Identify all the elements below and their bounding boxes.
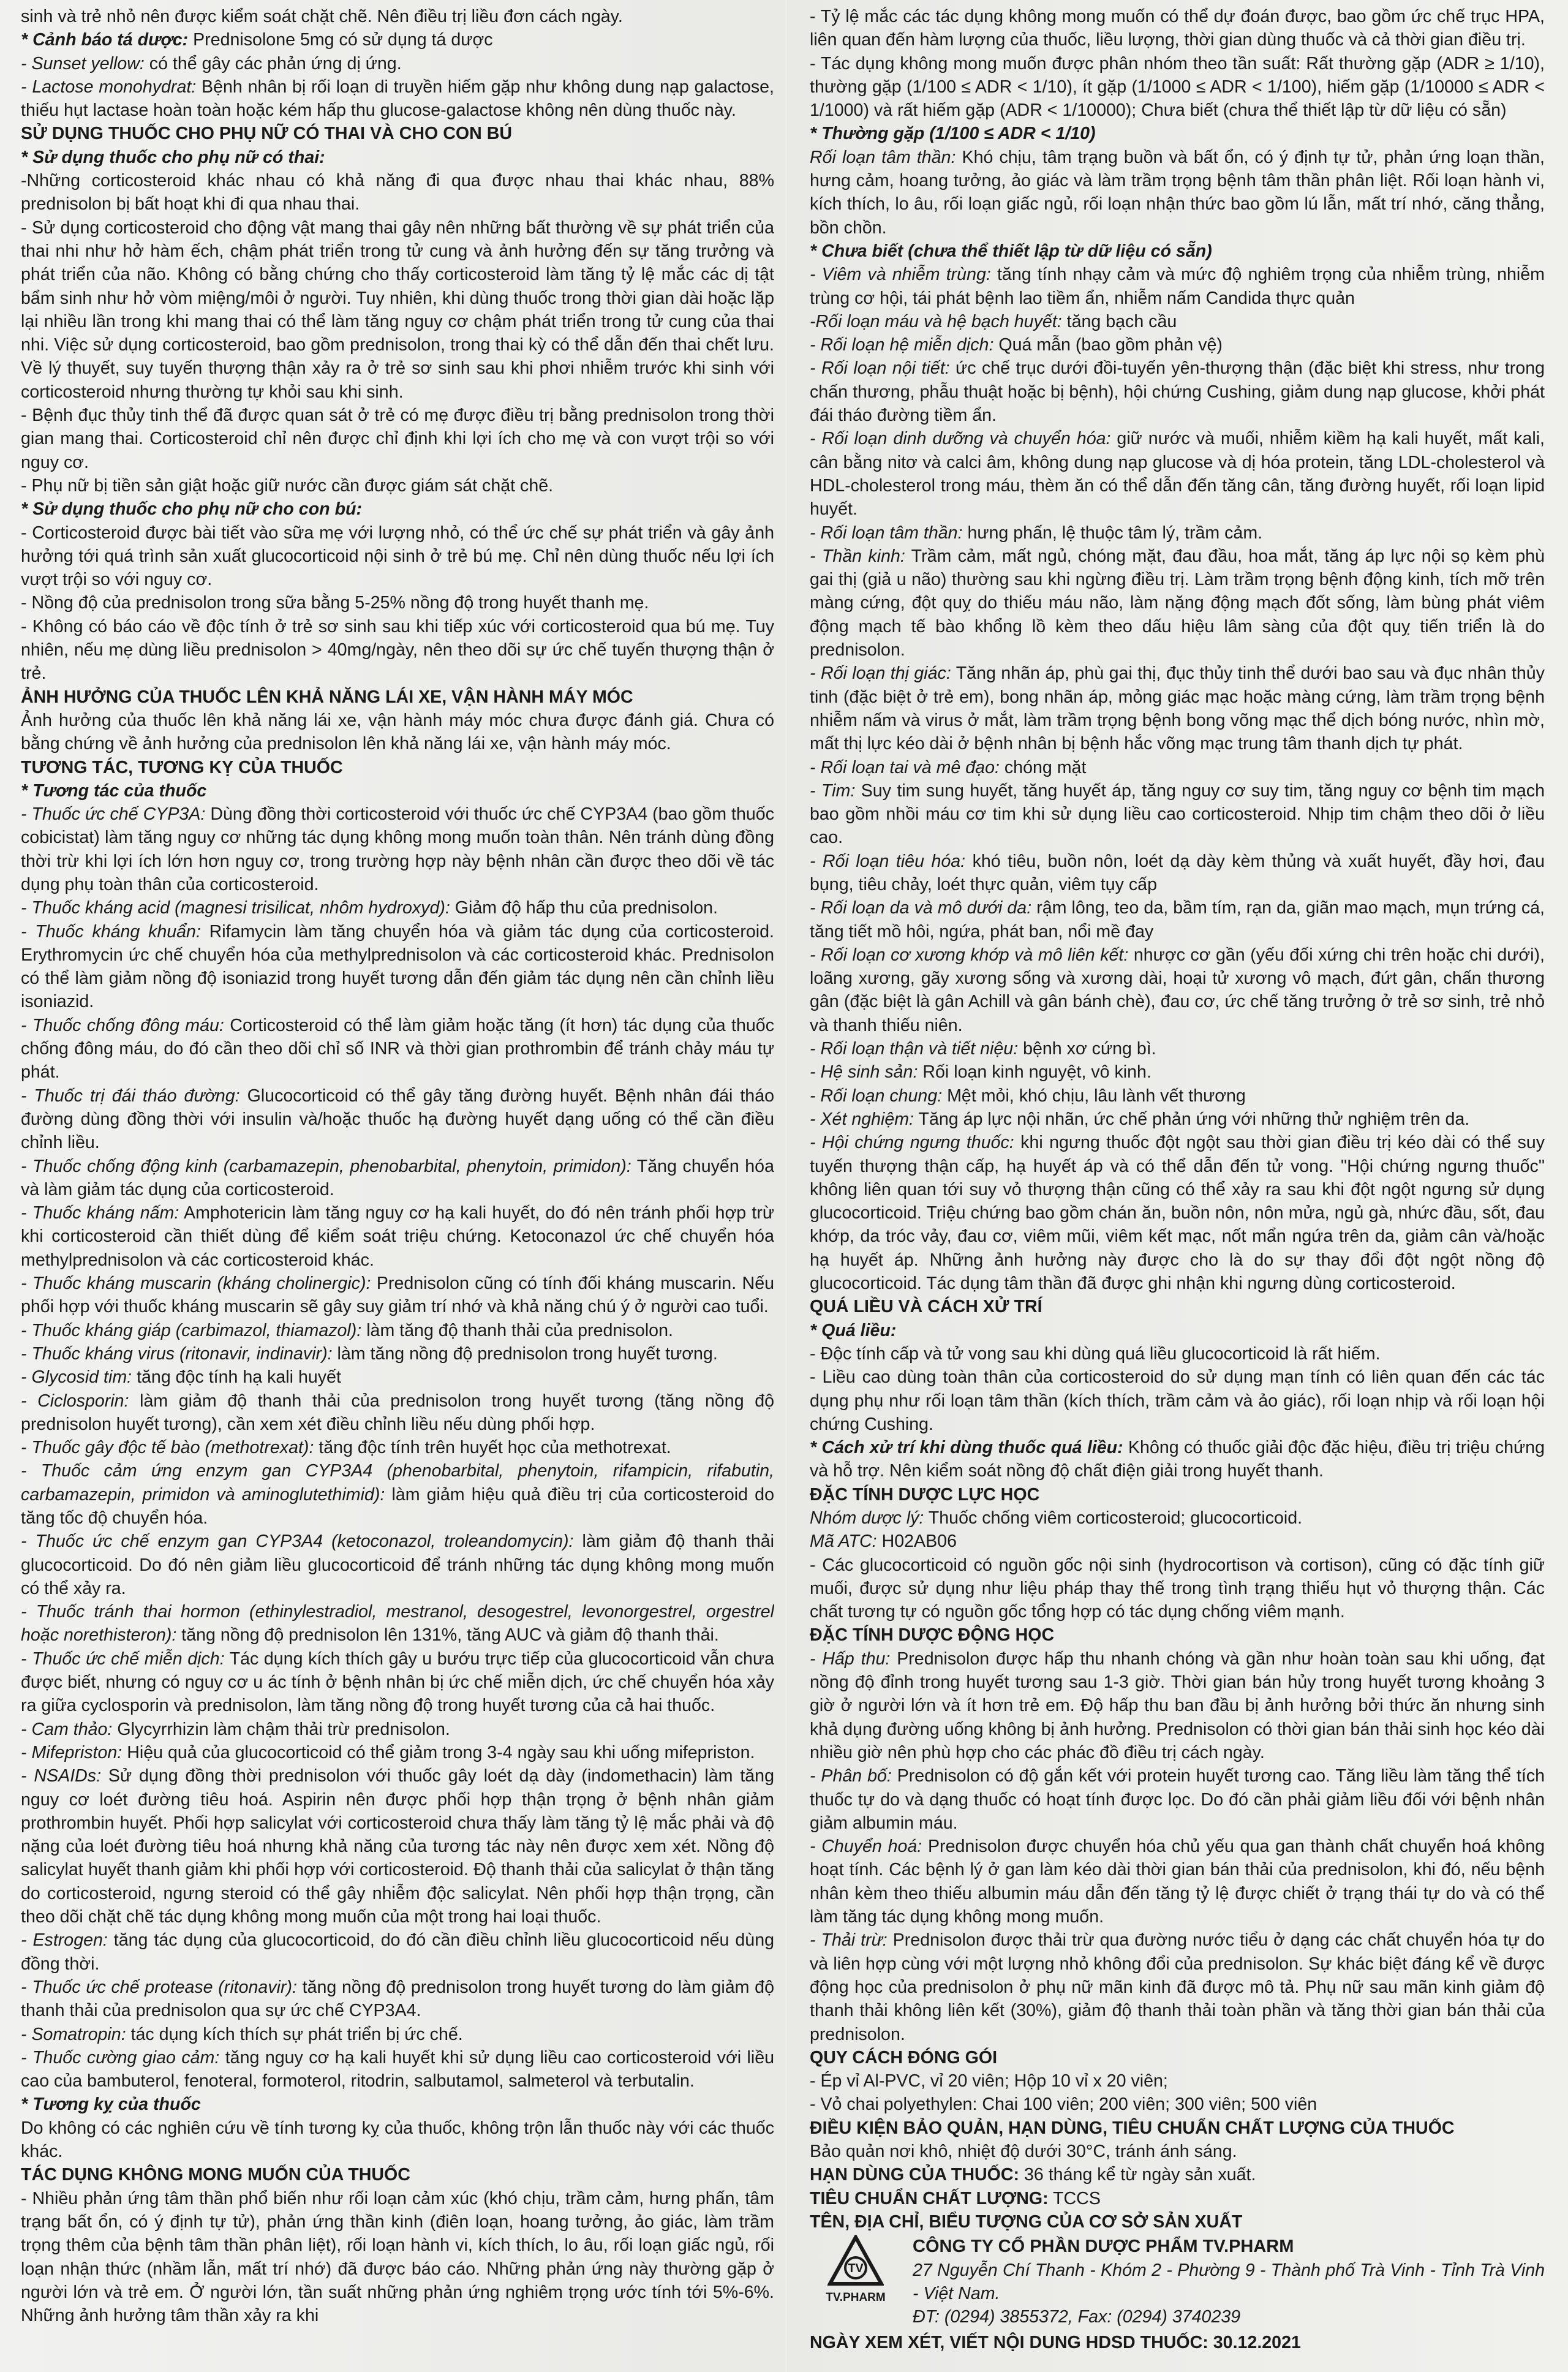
paragraph-text: chóng mặt: [999, 757, 1087, 777]
paragraph-text: tăng nồng độ prednisolon lên 131%, tăng AUC và giảm độ thanh thải.: [176, 1625, 719, 1645]
paragraph: - Liều cao dùng toàn thân của corticosteroid do sử dụng mạn tính có liên quan đến các tác dụng phụ như rối loạn tâm thần (kích thích, trầm cảm và ảo giác), rối loạn nhịp và rối loạn hội chứng Cushing.: [810, 1367, 1545, 1434]
paragraph-text: Prednisolon có độ gắn kết với protein huyết tương cao. Tăng liều làm tăng thể tích thuốc tự do và dạng thuốc có hoạt tính được lọc. Do đó cần phải giảm liều đối với bệnh nhân giảm albumin máu.: [810, 1766, 1545, 1833]
subsection-heading: * Sử dụng thuốc cho phụ nữ có thai:: [21, 147, 325, 167]
labeled-paragraph: [21, 1764, 774, 1928]
paragraph-text: tác dụng kích thích sự phát triển bị ức chế.: [126, 2024, 463, 2044]
paragraph-text: Prednisolone 5mg có sử dụng tá dược: [188, 30, 493, 50]
logo-label: TV.PHARM: [826, 2291, 886, 2305]
section-heading: TƯƠNG TÁC, TƯƠNG KỴ CỦA THUỐC: [21, 757, 343, 777]
section-heading: QUY CÁCH ĐÓNG GÓI: [810, 2047, 998, 2068]
paragraph-label: - Thần kinh:: [810, 546, 905, 566]
paragraph-text: 36 tháng kể từ ngày sản xuất.: [1019, 2165, 1256, 2185]
labeled-paragraph: [810, 545, 1545, 662]
paragraph-text: Dùng đồng thời corticosteroid với thuốc ức chế CYP3A4 (bao gồm thuốc cobicistat) làm tăng nguy cơ những tác dụng không mong muốn toàn thân. Nên tránh dùng đồng thời trừ khi lợi ích lớn hơn nguy cơ, trong trường hợp này bệnh nhân cần được theo dõi về tác dụng phụ toàn thân của corticosteroid.: [21, 804, 774, 894]
labeled-paragraph: [21, 75, 774, 123]
paragraph-text: ức chế trục dưới đồi-tuyến yên-thượng thận (đặc biệt khi stress, như trong chấn thương, phẫu thuật hoặc bị bệnh), hội chứng Cushing, giảm dung nạp glucose, khởi phát đái tháo đường tiềm ẩn.: [810, 358, 1545, 426]
paragraph-label: - NSAIDs:: [21, 1766, 102, 1786]
paragraph-text: tăng độc tính trên huyết học của methotrexat.: [314, 1438, 671, 1458]
labeled-paragraph: [21, 1530, 774, 1600]
paragraph-label: - Viêm và nhiễm trùng:: [810, 265, 991, 285]
paragraph-label: - Thuốc ức chế CYP3A:: [21, 804, 206, 825]
labeled-paragraph: [810, 1530, 1545, 1553]
paragraph-text: làm tăng độ thanh thải của prednisolon.: [361, 1320, 673, 1340]
labeled-paragraph: [810, 896, 1545, 943]
paragraph: Bảo quản nơi khô, nhiệt độ dưới 30°C, tránh ánh sáng.: [810, 2142, 1237, 2162]
right-column: [810, 5, 1545, 2363]
labeled-paragraph: [810, 427, 1545, 521]
paragraph-label: - Thuốc trị đái tháo đường:: [21, 1086, 240, 1106]
subsection-heading: * Thường gặp (1/100 ≤ ADR < 1/10): [810, 124, 1096, 144]
paragraph-label: - Thuốc ức chế protease (ritonavir):: [21, 1977, 297, 1997]
labeled-paragraph: [810, 850, 1545, 897]
labeled-paragraph: [21, 803, 774, 896]
labeled-paragraph: [810, 521, 1545, 545]
paragraph-label: - Somatropin:: [21, 2024, 126, 2044]
paragraph-text: Glucocorticoid có thể gây tăng đường huyết. Bệnh nhân đái tháo đường dùng đồng thời với insulin và/hoặc thuốc hạ đường huyết dạng uống có thể cần điều chỉnh liều.: [21, 1086, 774, 1153]
paragraph: sinh và trẻ nhỏ nên được kiểm soát chặt chẽ. Nên điều trị liều đơn cách ngày.: [21, 7, 623, 26]
paragraph-text: Tăng chuyển hóa và làm giảm tác dụng của corticosteroid.: [21, 1156, 774, 1199]
labeled-paragraph: [21, 1272, 774, 1319]
paragraph-text: làm giảm hiệu quả điều trị của corticosteroid do tăng tốc độ chuyển hóa.: [21, 1484, 774, 1528]
paragraph-label: - Rối loạn dinh dưỡng và chuyển hóa:: [810, 429, 1111, 449]
labeled-paragraph: [810, 779, 1545, 850]
paragraph-label: Nhóm dược lý:: [810, 1508, 924, 1528]
paragraph-label: Rối loạn tâm thần:: [810, 147, 956, 167]
subsection-heading: * Chưa biết (chưa thể thiết lập từ dữ liệu có sẵn): [810, 241, 1212, 261]
section-heading: ẢNH HƯỞNG CỦA THUỐC LÊN KHẢ NĂNG LÁI XE, VẬN HÀNH MÁY MÓC: [21, 687, 633, 707]
labeled-paragraph: [810, 1108, 1545, 1131]
manufacturer-block: [810, 2235, 1545, 2329]
subsection-heading: * Sử dụng thuốc cho phụ nữ cho con bú:: [21, 499, 363, 519]
labeled-paragraph: [810, 263, 1545, 310]
labeled-paragraph: [810, 1436, 1545, 1483]
paragraph-label: -Rối loạn máu và hệ bạch huyết:: [810, 311, 1062, 331]
labeled-paragraph: [21, 1436, 774, 1459]
labeled-paragraph: [810, 756, 1545, 779]
section-heading: ĐẶC TÍNH DƯỢC LỰC HỌC: [810, 1484, 1040, 1505]
paragraph-label: HẠN DÙNG CỦA THUỐC:: [810, 2165, 1020, 2185]
labeled-paragraph: [21, 1155, 774, 1202]
paragraph-text: Sử dụng đồng thời prednisolon với thuốc gây loét dạ dày (indomethacin) làm tăng nguy cơ loét đường tiêu hoá. Aspirin nên được phối hợp thận trọng ở bệnh nhân giảm prothrombin huyết. Phối hợp salicylat với corticosteroid chưa thấy làm tăng tỷ lệ mắc phải và độ nặng của loét đường tiêu hoá nhưng khả năng của tương tác này nên được xem xét. Nồng độ salicylat huyết thanh giảm khi phối hợp với corticosteroid. Độ thanh thải của salicylat ở thận tăng do corticosteroid, ngưng steroid có thể gây nhiễm độc salicylat. Nên phối hợp thận trọng, cần theo dõi chặt chẽ tác dụng không mong muốn của một trong hai loại thuốc.: [21, 1766, 774, 1927]
paragraph-text: Prednisolon được thải trừ qua đường nước tiểu ở dạng các chất chuyển hóa tự do và liên hợp cùng với một lượng nhỏ không đổi của prednisolon. Sự khác biệt đáng kể về được động học của prednisolon ở phụ nữ mãn kinh đã được mô tả. Phụ nữ sau mãn kinh giảm độ thanh thải không liên kết (30%), giảm độ thanh thải toàn phần và tăng thời gian bán thải của prednisolon.: [810, 1930, 1545, 2044]
labeled-paragraph: [810, 1647, 1545, 1764]
paragraph-text: làm giảm độ thanh thải glucocorticoid. Do đó nên giảm liều glucocorticoid để tránh những tác dụng không mong muốn có thể xảy ra.: [21, 1532, 774, 1598]
labeled-paragraph: [21, 1319, 774, 1342]
labeled-paragraph: [21, 28, 774, 51]
paragraph-text: Rifamycin làm tăng chuyển hóa và giảm tác dụng của corticosteroid. Erythromycin ức chế chuyển hóa của methylprednisolon và các corticosteroid khác. Prednisolon có thể làm giảm nồng độ isoniazid trong huyết tương dẫn đến giảm tác dụng nên cần chỉnh liều isoniazid.: [21, 921, 774, 1012]
paragraph-text: Rối loạn kinh nguyệt, vô kinh.: [918, 1062, 1152, 1082]
paragraph-label: - Xét nghiệm:: [810, 1109, 914, 1129]
paragraph-text: tăng nồng độ prednisolon trong huyết tương do làm giảm độ thanh thải của prednisolon qua sự ức chế CYP3A4.: [21, 1977, 774, 2021]
paragraph-text: Hiệu quả của glucocorticoid có thể giảm trong 3-4 ngày sau khi uống mifepriston.: [122, 1742, 755, 1762]
paragraph-label: Mã ATC:: [810, 1532, 877, 1552]
paragraph: Do không có các nghiên cứu về tính tương kỵ của thuốc, không trộn lẫn thuốc này với các thuốc khác.: [21, 2118, 774, 2162]
labeled-paragraph: [21, 896, 774, 920]
labeled-paragraph: [810, 2187, 1545, 2210]
paragraph-text: Corticosteroid có thể làm giảm hoặc tăng (ít hơn) tác dụng của thuốc chống đông máu, do đó cần theo dõi chỉ số INR và thời gian prothrombin để tránh chảy máu tự phát.: [21, 1015, 774, 1082]
paragraph-text: Amphotericin làm tăng nguy cơ hạ kali huyết, do đó nên tránh phối hợp trừ khi corticosteroid cần thiết dùng để kiểm soát triệu chứng. Ketoconazol ức chế chuyển hóa methylprednisolon và các corticosteroid khác.: [21, 1203, 774, 1270]
paragraph-text: Trầm cảm, mất ngủ, chóng mặt, đau đầu, hoa mắt, tăng áp lực nội sọ kèm phù gai thị (giả u não) thường sau khi ngừng điều trị. Làm trầm trọng bệnh động kinh, tích mỡ trên màng cứng, đột quỵ do thiếu máu não, làm nặng động mạch đốt sống, làm bùng phát viêm động mạch tế bào khổng lồ kèm theo dấu hiệu lâm sàng của đột quỵ tiến triển là do prednisolon.: [810, 546, 1545, 660]
subsection-heading: * Quá liều:: [810, 1320, 897, 1340]
paragraph: - Nhiều phản ứng tâm thần phổ biến như rối loạn cảm xúc (khó chịu, trầm cảm, hưng phấn, tâm trạng bất ổn, có ý định tự tử), phản ứng thần kinh (điên loạn, hoang tưởng, ảo giác, làm trầm trọng thêm của bệnh tâm thần phân liệt), rối loạn hành vi, kích thích, lo âu, rối loạn giấc ngủ, rối loạn nhận thức (nhầm lẫn, mất trí nhớ) đã được báo cáo. Những phản ứng này thường gặp ở người lớn và trẻ em. Ở người lớn, tần suất những phản ứng nghiêm trọng ước tính tới 5%-6%. Những ảnh hưởng tâm thần xảy ra khi: [21, 2188, 774, 2326]
paragraph-label: - Thuốc chống đông máu:: [21, 1015, 224, 1035]
paragraph-text: giữ nước và muối, nhiễm kiềm hạ kali huyết, mất kali, cân bằng nitơ và calci âm, không dung nạp glucose và dị hóa protein, tăng LDL-cholesterol và HDL-cholesterol trong máu, thèm ăn có thể dẫn đến tăng cân, tăng đường huyết, rối loạn lipid huyết.: [810, 429, 1545, 519]
paragraph-text: TCCS: [1048, 2188, 1101, 2208]
labeled-paragraph: [21, 1201, 774, 1272]
labeled-paragraph: [21, 1600, 774, 1647]
paragraph-text: Prednisolon được chuyển hóa chủ yếu qua gan thành chất chuyển hoá không hoạt tính. Các bệnh lý ở gan làm kéo dài thời gian bán thải của prednisolon, khi đó, nếu bệnh nhân kèm theo thiếu albumin máu dẫn đến tăng tỷ lệ được chiết ở trạng thái tự do và có thể làm tăng tác dụng không mong muốn.: [810, 1837, 1545, 1927]
paragraph: - Tác dụng không mong muốn được phân nhóm theo tần suất: Rất thường gặp (ADR ≥ 1/10), thường gặp (1/100 ≤ ADR < 1/10), ít gặp (1/1000 ≤ ADR < 1/100), hiếm gặp (1/10000 ≤ ADR < 1/1000) và rất hiếm gặp (ADR < 1/10000); Chưa biết (chưa thể thiết lập từ dữ liệu có sẵn): [810, 53, 1545, 121]
paragraph-text: Giảm độ hấp thu của prednisolon.: [450, 898, 718, 918]
paragraph-label: * Cảnh báo tá dược:: [21, 30, 189, 50]
tvpharm-logo-icon: [827, 2235, 884, 2286]
labeled-paragraph: [21, 1459, 774, 1530]
paragraph-label: - Thuốc cảm ứng enzym gan CYP3A4 (phenobarbital, phenytoin, rifampicin, rifabutin, carbamazepin, primidon và aminoglutethimid):: [21, 1461, 774, 1505]
paragraph-text: Bệnh nhân bị rối loạn di truyền hiếm gặp như không dung nạp galactose, thiếu hụt lactase hoàn toàn hoặc kém hấp thu glucose-galactose không nên dùng thuốc này.: [21, 77, 774, 121]
paragraph: - Vỏ chai polyethylen: Chai 100 viên; 200 viên; 300 viên; 500 viên: [810, 2094, 1317, 2115]
labeled-paragraph: [810, 1764, 1545, 1835]
section-heading: ĐẶC TÍNH DƯỢC ĐỘNG HỌC: [810, 1625, 1055, 1645]
labeled-paragraph: [21, 2046, 774, 2093]
paragraph-text: khi ngưng thuốc đột ngột sau thời gian điều trị kéo dài có thể suy tuyến thượng thận cấp, hạ huyết áp và có thể dẫn đến tử vong. "Hội chứng ngưng thuốc" không liên quan tới suy vỏ thượng thận cũng có thể xảy ra sau khi đột ngột ngưng sử dụng glucocorticoid. Triệu chứng bao gồm chán ăn, buồn nôn, nôn mửa, ngủ gà, nhức đầu, sốt, đau khớp, da tróc vảy, đau cơ, viêm mũi, viêm kết mạc, nốt mẩn ngứa trên da, giảm cân và/hoặc hạ huyết áp. Những ảnh hưởng này được cho là do sự thay đổi đột ngột nồng độ glucocorticoid. Tác dụng tâm thần đã được ghi nhận khi ngưng dùng corticosteroid.: [810, 1133, 1545, 1294]
paragraph-label: - Estrogen:: [21, 1930, 108, 1951]
paragraph-label: - Chuyển hoá:: [810, 1837, 922, 1857]
labeled-paragraph: [810, 1131, 1545, 1295]
labeled-paragraph: [810, 943, 1545, 1037]
labeled-paragraph: [810, 1060, 1545, 1084]
left-column: [21, 5, 774, 2363]
paragraph-label: - Rối loạn chung:: [810, 1086, 943, 1106]
subsection-heading: * Tương tác của thuốc: [21, 780, 207, 801]
paragraph-text: Thuốc chống viêm corticosteroid; glucocorticoid.: [924, 1508, 1303, 1528]
paragraph-text: H02AB06: [876, 1532, 957, 1552]
paragraph: - Corticosteroid được bài tiết vào sữa mẹ với lượng nhỏ, có thể ức chế sự phát triển và gây ảnh hưởng tới quá trình sản xuất glucocorticoid nội sinh ở trẻ bú mẹ. Chỉ nên dùng thuốc nếu lợi ích vượt trội so với nguy cơ.: [21, 523, 774, 590]
paragraph-label: - Thuốc kháng khuẩn:: [21, 921, 201, 942]
section-heading: TÊN, ĐỊA CHỈ, BIỂU TƯỢNG CỦA CƠ SỞ SẢN XUẤT: [810, 2211, 1243, 2232]
subsection-heading: * Tương kỵ của thuốc: [21, 2094, 201, 2115]
company-logo: [810, 2235, 902, 2310]
labeled-paragraph: [810, 333, 1545, 357]
paragraph-label: - Hấp thu:: [810, 1649, 891, 1669]
paragraph-label: - Thuốc kháng giáp (carbimazol, thiamazol):: [21, 1320, 362, 1340]
paragraph-label: - Rối loạn thận và tiết niệu:: [810, 1039, 1019, 1059]
paragraph-text: Tăng nhãn áp, phù gai thị, đục thủy tinh thể dưới bao sau và đục nhân thủy tinh (đặc biệt ở trẻ em), bong nhãn áp, mỏng giác mạc hoặc màng cứng, làm trầm trọng bệnh nhiễm nấm và virus ở mắt, làm trầm trọng bệnh bong võng mạc thể dịch bóng nước, nhìn mờ, mất thị lực kéo dài ở bệnh nhân bị bệnh hắc võng mạc trung tâm thanh dịch tự phát.: [810, 663, 1545, 754]
paragraph-text: Tác dụng kích thích gây u bướu trực tiếp của glucocorticoid vẫn chưa được biết, nhưng có nguy cơ u ác tính ở bệnh nhân bị ức chế miễn dịch, ức chế chuyển hóa xảy ra giữa cyclosporin và prednisolon, làm tăng nồng độ trong huyết tương của cả hai thuốc.: [21, 1649, 774, 1716]
paragraph-label: - Rối loạn cơ xương khớp và mô liên kết:: [810, 945, 1129, 965]
paragraph-label: - Rối loạn tâm thần:: [810, 523, 963, 543]
paragraph-text: nhược cơ gần (yếu đối xứng chi trên hoặc chi dưới), loãng xương, gãy xương sống và xương dài, hoại tử xương vô mạch, đứt gân, chấn thương gân (đặc biệt là gân Achill và gân bánh chè), đau cơ, ức chế tăng trưởng ở trẻ sơ sinh, trẻ nhỏ và thanh thiếu niên.: [810, 945, 1545, 1035]
labeled-paragraph: [21, 1342, 774, 1365]
paragraph-label: - Thuốc cường giao cảm:: [21, 2047, 220, 2068]
paragraph: Ảnh hưởng của thuốc lên khả năng lái xe, vận hành máy móc chưa được đánh giá. Chưa có bằng chứng về ảnh hưởng của prednisolon lên khả năng lái xe, vận hành máy móc.: [21, 710, 774, 754]
company-contact: ĐT: (0294) 3855372, Fax: (0294) 3740239: [913, 2307, 1241, 2327]
labeled-paragraph: [810, 1835, 1545, 1928]
paragraph-label: - Thuốc kháng nấm:: [21, 1203, 179, 1223]
paragraph: - Ép vỉ Al-PVC, vỉ 20 viên; Hộp 10 vỉ x 20 viên;: [810, 2071, 1168, 2091]
labeled-paragraph: [810, 1037, 1545, 1060]
paragraph-text: Prednisolon được hấp thu nhanh chóng và gần như hoàn toàn sau khi uống, đạt nồng độ đỉnh trong huyết tương sau 1-3 giờ. Thời gian bán hủy trong huyết tương khoảng 3 giờ ở người lớn và ít hơn trẻ em. Độ hấp thu ban đầu bị ảnh hưởng bởi thức ăn nhưng sinh khả dụng đường uống không bị ảnh hưởng. Prednisolon có thời gian bán thải sinh học kéo dài nhiều giờ nên phù hợp cho các phác đồ điều trị cách ngày.: [810, 1649, 1545, 1762]
paragraph-label: * Cách xử trí khi dùng thuốc quá liều:: [810, 1438, 1123, 1458]
paragraph: - Độc tính cấp và tử vong sau khi dùng quá liều glucocorticoid là rất hiếm.: [810, 1343, 1381, 1364]
paragraph-text: khó tiêu, buồn nôn, loét dạ dày kèm thủng và xuất huyết, đầy hơi, đau bụng, tiêu chảy, loét thực quản, viêm tụy cấp: [810, 851, 1545, 894]
paragraph-text: rậm lông, teo da, bầm tím, rạn da, giãn mao mạch, mụn trứng cá, tăng tiết mồ hôi, ngứa, phát ban, nổi mề đay: [810, 898, 1545, 942]
labeled-paragraph: [21, 920, 774, 1014]
labeled-paragraph: [21, 1014, 774, 1084]
section-heading: QUÁ LIỀU VÀ CÁCH XỬ TRÍ: [810, 1297, 1042, 1317]
paragraph-label: - Thải trừ:: [810, 1930, 888, 1951]
labeled-paragraph: [810, 357, 1545, 427]
labeled-paragraph: [810, 1506, 1545, 1530]
paragraph-label: - Hội chứng ngưng thuốc:: [810, 1133, 1014, 1153]
labeled-paragraph: [810, 2163, 1545, 2186]
paragraph-text: bệnh xơ cứng bì.: [1018, 1039, 1156, 1059]
labeled-paragraph: [21, 1647, 774, 1718]
paragraph-label: - Thuốc kháng acid (magnesi trisilicat, nhôm hydroxyd):: [21, 898, 450, 918]
paragraph-text: tăng tính nhạy cảm và mức độ nghiêm trọng của nhiễm trùng, nhiễm trùng cơ hội, tái phát bệnh lao tiềm ẩn, nhiễm nấm Candida thực quản: [810, 265, 1545, 308]
paragraph-label: - Thuốc ức chế enzym gan CYP3A4 (ketoconazol, troleandomycin):: [21, 1532, 574, 1552]
paragraph-label: - Rối loạn tai và mê đạo:: [810, 757, 1000, 777]
section-heading: SỬ DỤNG THUỐC CHO PHỤ NỮ CÓ THAI VÀ CHO CON BÚ: [21, 124, 513, 144]
paragraph-label: - Tim:: [810, 780, 856, 801]
paragraph-label: - Rối loạn da và mô dưới da:: [810, 898, 1032, 918]
labeled-paragraph: [21, 1389, 774, 1437]
paragraph-label: - Ciclosporin:: [21, 1391, 129, 1411]
paragraph-text: Tăng áp lực nội nhãn, ức chế phản ứng với những thử nghiệm trên da.: [914, 1109, 1470, 1129]
paragraph-label: - Thuốc chống động kinh (carbamazepin, phenobarbital, phenytoin, primidon):: [21, 1156, 631, 1176]
paragraph-text: Prednisolon cũng có tính đối kháng muscarin. Nếu phối hợp với thuốc kháng muscarin sẽ gây suy giảm trí nhớ và khả năng chú ý ở người cao tuổi.: [21, 1274, 774, 1317]
paragraph: - Không có báo cáo về độc tính ở trẻ sơ sinh sau khi tiếp xúc với corticosteroid qua bú mẹ. Tuy nhiên, nếu mẹ dùng liều prednisolon > 40mg/ngày, nên theo dõi sự ức chế tuyến thượng thận ở trẻ.: [21, 616, 774, 684]
paragraph: - Sử dụng corticosteroid cho động vật mang thai gây nên những bất thường về sự phát triển của thai nhi như hở hàm ếch, chậm phát triển trong tử cung và ảnh hưởng đến sự tăng trưởng và phát triển của não. Không có bằng chứng cho thấy corticosteroid làm tăng tỷ lệ mắc các dị tật bẩm sinh như hở vòm miệng/môi ở người. Tuy nhiên, khi dùng thuốc trong thời gian dài hoặc lặp lại nhiều lần trong khi mang thai có thể làm tăng nguy cơ chậm phát triển trong tử cung của thai nhi. Việc sử dụng corticosteroid, bao gồm prednisolon, trong thai kỳ có thể dẫn đến thai chết lưu. Về lý thuyết, suy tuyến thượng thận xảy ra ở trẻ sơ sinh sau khi phơi nhiễm trước khi sinh với corticosteroid nhưng thường tự khỏi sau khi sinh.: [21, 217, 774, 402]
paragraph-label: - Glycosid tim:: [21, 1367, 132, 1388]
paragraph: - Phụ nữ bị tiền sản giật hoặc giữ nước cần được giám sát chặt chẽ.: [21, 475, 554, 496]
paragraph-text: Quá mẫn (bao gồm phản vệ): [993, 335, 1223, 355]
labeled-paragraph: [21, 2023, 774, 2046]
paragraph-label: - Mifepriston:: [21, 1742, 123, 1762]
right-column-body: [810, 5, 1545, 2234]
paragraph-text: tăng độc tính hạ kali huyết: [132, 1367, 341, 1388]
paragraph-label: - Rối loạn thị giác:: [810, 663, 951, 684]
company-name: CÔNG TY CỔ PHẦN DƯỢC PHẨM TV.PHARM: [913, 2237, 1294, 2257]
labeled-paragraph: [21, 1928, 774, 1976]
paragraph-label: TIÊU CHUẨN CHẤT LƯỢNG:: [810, 2188, 1049, 2208]
paragraph-text: Mệt mỏi, khó chịu, lâu lành vết thương: [942, 1086, 1246, 1106]
paragraph-text: tăng tác dụng của glucocorticoid, do đó cần điều chỉnh liều glucocorticoid nếu dùng đồng thời.: [21, 1930, 774, 1974]
company-address: 27 Nguyễn Chí Thanh - Khóm 2 - Phường 9 - Thành phố Trà Vinh - Tỉnh Trà Vinh - Việt Nam.: [913, 2260, 1545, 2303]
paragraph-text: Glycyrrhizin làm chậm thải trừ prednisolon.: [112, 1719, 450, 1739]
labeled-paragraph: [810, 662, 1545, 755]
paragraph: - Bệnh đục thủy tinh thể đã được quan sát ở trẻ có mẹ được điều trị bằng prednisolon trong thời gian mang thai. Corticosteroid chỉ nên được chỉ định khi lợi ích cho mẹ và con vượt trội so với nguy cơ.: [21, 406, 774, 472]
paragraph-label: - Rối loạn nội tiết:: [810, 358, 950, 379]
labeled-paragraph: [810, 1928, 1545, 2045]
paragraph-label: - Thuốc tránh thai hormon (ethinylestradiol, mestranol, desogestrel, levonorgestrel, orgestrel hoặc norethisteron):: [21, 1602, 774, 1645]
section-heading: TÁC DỤNG KHÔNG MONG MUỐN CỦA THUỐC: [21, 2165, 410, 2185]
section-heading: ĐIỀU KIỆN BẢO QUẢN, HẠN DÙNG, TIÊU CHUẨN CHẤT LƯỢNG CỦA THUỐC: [810, 2118, 1455, 2138]
manufacturer-info: [913, 2235, 1545, 2329]
paragraph-label: - Rối loạn hệ miễn dịch:: [810, 335, 994, 355]
paragraph-text: Suy tim sung huyết, tăng huyết áp, tăng nguy cơ suy tim, tăng nguy cơ bệnh tim mạch bao gồm nhồi máu cơ tim khi sử dụng liều cao corticosteroid. Nhịp tim chậm theo dõi ở liều cao.: [810, 780, 1545, 848]
paper-fold: [786, 0, 788, 2372]
labeled-paragraph: [21, 1976, 774, 2023]
paragraph-label: - Thuốc ức chế miễn dịch:: [21, 1649, 225, 1669]
logo-mark: TV: [848, 2262, 864, 2276]
paragraph-text: hưng phấn, lệ thuộc tâm lý, trầm cảm.: [962, 523, 1263, 543]
paragraph-label: - Rối loạn tiêu hóa:: [810, 851, 966, 871]
paragraph-label: - Sunset yellow:: [21, 53, 145, 74]
paragraph-text: làm giảm độ thanh thải của prednisolon trong huyết tương (tăng nồng độ prednisolon huyết tương), cần xem xét điều chỉnh liều nếu dùng phối hợp.: [21, 1391, 774, 1434]
labeled-paragraph: [810, 146, 1545, 240]
labeled-paragraph: [810, 310, 1545, 333]
paragraph-label: - Lactose monohydrat:: [21, 77, 197, 97]
paragraph-text: tăng nguy cơ hạ kali huyết khi sử dụng liều cao corticosteroid với liều cao của bambuterol, fenoteral, formoterol, ritodrin, salbutamol, salmeterol và terbutalin.: [21, 2047, 774, 2091]
paragraph: -Những corticosteroid khác nhau có khả năng đi qua được nhau thai khác nhau, 88% prednisolon bị bất hoạt khi đi qua nhau thai.: [21, 171, 774, 214]
review-date: NGÀY XEM XÉT, VIẾT NỘI DUNG HDSD THUỐC: 30.12.2021: [810, 2333, 1301, 2353]
labeled-paragraph: [21, 1365, 774, 1389]
paragraph-text: tăng bạch cầu: [1061, 311, 1177, 331]
paragraph: - Tỷ lệ mắc các tác dụng không mong muốn có thể dự đoán được, bao gồm ức chế trục HPA, liên quan đến hàm lượng của thuốc, liều lượng, thời gian dùng thuốc và cả thời gian điều trị.: [810, 7, 1545, 50]
labeled-paragraph: [810, 1084, 1545, 1108]
paragraph-label: - Thuốc gây độc tế bào (methotrexat):: [21, 1438, 314, 1458]
paragraph-label: - Cam thảo:: [21, 1719, 113, 1739]
paragraph-text: Không có thuốc giải độc đặc hiệu, điều trị triệu chứng và hỗ trợ. Nên kiểm soát nồng độ chất điện giải trong huyết thanh.: [810, 1438, 1545, 1481]
paragraph: - Các glucocorticoid có nguồn gốc nội sinh (hydrocortison và cortison), cũng có đặc tính giữ muối, được sử dụng như liệu pháp thay thế trong tình trạng thiếu hụt vỏ thượng thận. Các chất tương tự có nguồn gốc tổng hợp có tác dụng chống viêm mạnh.: [810, 1555, 1545, 1622]
labeled-paragraph: [21, 1718, 774, 1741]
paragraph-text: Khó chịu, tâm trạng buồn và bất ổn, có ý định tự tử, phản ứng loạn thần, hưng cảm, hoang tưởng, ảo giác và làm trầm trọng bệnh tâm thần phân liệt. Rối loạn hành vi, kích thích, lo âu, rối loạn giấc ngủ, rối loạn nhận thức bao gồm lú lẫn, mất trí nhớ, căng thẳng, bồn chồn.: [810, 147, 1545, 238]
paragraph: - Nồng độ của prednisolon trong sữa bằng 5-25% nồng độ trong huyết thanh mẹ.: [21, 593, 649, 613]
paragraph-label: - Thuốc kháng virus (ritonavir, indinavir):: [21, 1343, 333, 1364]
paragraph-text: làm tăng nồng độ prednisolon trong huyết tương.: [332, 1343, 718, 1364]
labeled-paragraph: [21, 52, 774, 75]
paragraph-label: - Phân bố:: [810, 1766, 892, 1786]
paragraph-label: - Hệ sinh sản:: [810, 1062, 918, 1082]
paragraph-label: - Thuốc kháng muscarin (kháng cholinergic):: [21, 1274, 371, 1294]
paragraph-text: có thể gây các phản ứng dị ứng.: [144, 53, 402, 74]
labeled-paragraph: [21, 1741, 774, 1764]
labeled-paragraph: [21, 1084, 774, 1155]
